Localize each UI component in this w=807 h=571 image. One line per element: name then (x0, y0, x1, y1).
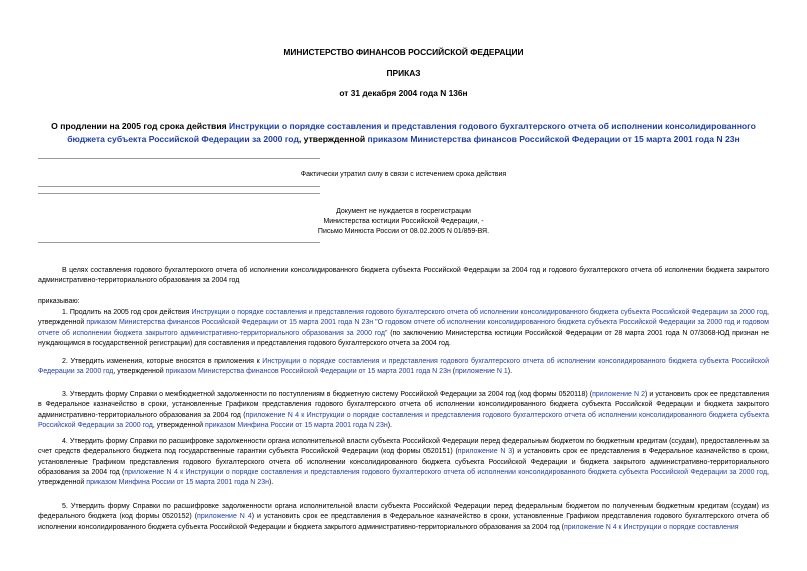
paragraph-3 (38, 390, 769, 431)
paragraph-4-text: ) и установить срок ее представления в Федеральное казначейство в сроки, установленные Графиком представления годового бухгалтерского отчета об исполнении консолидированного бюджета субъекта Российской Федерации и бюджета закрытого административно-территориального образования за 2004 год ( (38, 448, 769, 476)
paragraph-3-text: , утвержденной (152, 421, 206, 429)
paragraph-5-text: ) и установить срок ее представления в Федеральное казначейство в сроки, установленные Графиком представления годового бухгалтерского отчета об исполнении консолидированного бюджета субъекта Российской Федерации и бюджета закрытого административно-территориального образования за 2004 год ( (38, 513, 770, 531)
order-word: приказываю: (38, 298, 80, 305)
paragraph-1-order-link[interactable]: приказом Министерства финансов Российской Федерации от 15 марта 2001 года N 23н "О годовом отчете об исполнении консолидированного бюджета субъекта Российской Федерации за 2000 год и годовом отчете об исполнении бюджета закрытого административно-территориального образования за 2000 год" (38, 319, 769, 337)
paragraph-2-text: , утвержденной (113, 368, 166, 376)
preamble-paragraph: В целях составления годового бухгалтерского отчета об исполнении консолидированного бюджета субъекта Российской Федерации за 2004 год и годового бухгалтерского отчета об исполнении бюджета закрытого административно-территориального образования за 2004 год (38, 267, 769, 285)
paragraph-4-text: , утвержденной (38, 468, 769, 487)
paragraph-5 (38, 502, 769, 533)
title-order-link[interactable]: приказом Министерства финансов Российской Федерации от 15 марта 2001 года N 23н (367, 134, 740, 144)
paragraph-1-text: , утвержденной (38, 309, 769, 327)
paragraph-4-appendix-link[interactable]: приложение N 3 (457, 448, 513, 456)
paragraph-3-text: 3. Утвердить форму Справки о межбюджетной задолженности по поступлениям в бюджетную систему Российской Федерации за 2004 год (код формы 0520118) ( (62, 391, 593, 398)
paragraph-2 (38, 357, 769, 378)
document-type: ПРИКАЗ (386, 68, 421, 78)
title-instruction-link[interactable]: Инструкции о порядке составления и представления годового бухгалтерского отчета об исполнении консолидированного бюджета субъекта Российской Федерации за 2000 год (67, 121, 756, 144)
divider (38, 242, 320, 243)
ministry-heading: МИНИСТЕРСТВО ФИНАНСОВ РОССИЙСКОЙ ФЕДЕРАЦИИ (283, 47, 524, 57)
divider (38, 158, 320, 159)
document-date-number: от 31 декабря 2004 года N 136н (339, 88, 468, 98)
paragraph-4-text: 4. Утвердить форму Справки по расшифровке задолженности органа исполнительной власти субъекта Российской Федерации перед федеральным бюджетом по бюджетным кредитам (ссудам), предоставленным за счет средств федерального бюджета под государственные гарантии субъекта Российской Федерации (код формы 0520151) ( (38, 438, 769, 456)
divider (38, 186, 320, 187)
paragraph-4-instruction-link[interactable]: приложение N 4 к Инструкции о порядке составления и представления годового бухгалтерского отчета об исполнении консолидированного бюджета субъекта Российской Федерации за 2000 год (124, 468, 768, 476)
paragraph-2-appendix-link[interactable]: приложение N 1 (455, 368, 508, 376)
paragraph-3-text: ) и установить срок ее представления в Федеральное казначейство в сроки, установленные Графиком представления годового бухгалтерского отчета об исполнении консолидированного бюджета субъекта Российской Федерации и бюджета закрытого административно-территориального образования за 2004 год ( (38, 391, 770, 419)
registration-note-line-1: Документ не нуждается в госрегистрации (336, 208, 471, 215)
paragraph-4-order-link[interactable]: приказом Минфина России от 15 марта 2001 года N 23н (86, 479, 269, 487)
paragraph-5-text: 5. Утвердить форму Справки по расшифровке задолженности органа исполнительной власти субъекта Российской Федерации перед федеральным бюджетом по полученным бюджетным кредитам (ссудам) из федерального бюджета (код формы 0520152) ( (38, 503, 769, 521)
registration-note-line-2: Министерства юстиции Российской Федерации, - (323, 218, 484, 225)
paragraph-1-instruction-link[interactable]: Инструкции о порядке составления и представления годового бухгалтерского отчета об исполнении консолидированного бюджета субъекта Российской Федерации за 2000 год (191, 309, 768, 316)
title-prefix: О продлении на 2005 год срока действия (51, 121, 230, 131)
paragraph-3-text: ). (387, 421, 392, 429)
paragraph-2-text: ). (507, 368, 513, 376)
expired-status: Фактически утратил силу в связи с истечением срока действия (300, 171, 507, 178)
divider (38, 193, 320, 194)
paragraph-1 (38, 308, 769, 349)
title-middle: , утвержденной (298, 134, 368, 144)
paragraph-2-text: 2. Утвердить изменения, которые вносятся в приложения к (62, 358, 263, 365)
paragraph-1-text: 1. Продлить на 2005 год срок действия (62, 309, 192, 316)
paragraph-3-appendix-link[interactable]: приложение N 2 (592, 391, 645, 398)
paragraph-5-appendix-link[interactable]: приложение N 4 (197, 513, 252, 521)
paragraph-1-text: (по заключению Министерства юстиции Российской Федерации от 28 марта 2001 года N 07/3068-ЮД признан не нуждающимся в государственной регистрации) для составления и представления годового бухгалтерского отчета за 2004 год. (38, 329, 770, 347)
paragraph-4 (38, 437, 769, 488)
paragraph-2-instruction-link[interactable]: Инструкции о порядке составления и представления годового бухгалтерского отчета об исполнении консолидированного бюджета субъекта Российской Федерации за 2000 год (38, 358, 769, 376)
paragraph-2-text: ( (450, 368, 456, 376)
registration-note-line-3: Письмо Минюста России от 08.02.2005 N 01/859-ВЯ. (317, 228, 490, 235)
paragraph-5-instruction-link[interactable]: приложение N 4 к Инструкции о порядке составления (563, 523, 739, 531)
paragraph-2-order-link[interactable]: приказом Министерства финансов Российской Федерации от 15 марта 2001 года N 23н (165, 368, 451, 376)
document-title (38, 120, 769, 146)
paragraph-3-instruction-link[interactable]: приложение N 4 к Инструкции о порядке составления и представления годового бухгалтерского отчета об исполнении консолидированного бюджета субъекта Российской Федерации за 2000 год (38, 411, 769, 429)
paragraph-3-order-link[interactable]: приказом Минфина России от 15 марта 2001 года N 23н (205, 421, 388, 429)
paragraph-4-text: ). (268, 479, 274, 487)
